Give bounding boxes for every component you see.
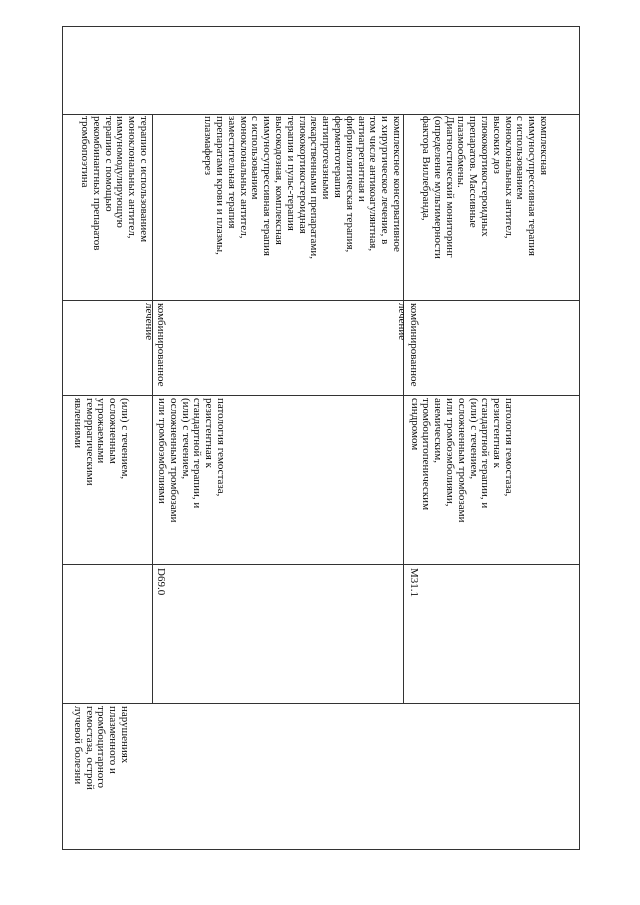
cell-line: антиагрегантная и: [355, 116, 368, 202]
cell-line: геморрагическими: [83, 398, 96, 486]
cell-line: осложненным тромбозами: [455, 398, 468, 523]
cell-row3-treatment: [395, 303, 419, 387]
cell-row3-code: [407, 568, 419, 597]
cell-line: резистентная к: [203, 398, 216, 468]
cell-line: комбинированное: [408, 303, 420, 387]
cell-line: резистентная к: [491, 398, 504, 468]
icd-code: D69.0: [155, 568, 167, 596]
cell-disease-group: [71, 706, 130, 790]
cell-line: и хирургическое лечение, в: [379, 116, 392, 245]
cell-line: синдромом: [408, 398, 421, 451]
cell-line: высокодозная, комплексная: [273, 116, 286, 245]
cell-line: препаратами крови и плазмы,: [214, 116, 227, 255]
cell-line: лучевой болезни: [71, 706, 84, 785]
cell-row2-method: [201, 116, 402, 259]
cell-line: (определение мультимерности: [431, 116, 444, 259]
cell-line: терапия и пульс-терапия: [284, 116, 297, 231]
cell-line: гемостаза, острой: [83, 706, 96, 790]
cell-line: антипротеазными: [320, 116, 333, 200]
cell-line: фибринолитическая терапия,: [343, 116, 356, 253]
cell-line: лекарственными препаратами,: [308, 116, 321, 259]
cell-line: высоких доз: [490, 116, 503, 174]
cell-line: Диагностический мониторинг: [443, 116, 456, 258]
cell-line: лечение: [396, 303, 409, 341]
cell-line: осложненным: [107, 398, 120, 464]
cell-line: с использованием: [514, 116, 527, 200]
cell-row1-method: [78, 116, 149, 250]
cell-line: тромбоцитопеническим: [420, 398, 433, 511]
cell-line: нарушениях: [119, 706, 131, 764]
cell-row2-model: [155, 398, 226, 522]
cell-line: иммуносупрессивная терапия: [261, 116, 274, 256]
cell-line: рекомбинантных препаратов: [90, 116, 103, 251]
cell-line: глюкокортикостероидных: [479, 116, 492, 237]
cell-line: тромбопоэтина: [79, 116, 92, 188]
cell-line: или тромбоэмболиями: [156, 398, 169, 504]
cell-line: явлениями: [71, 398, 84, 449]
cell-line: плазменного и: [107, 706, 120, 774]
cell-line: анемическим,: [432, 398, 445, 464]
cell-line: ферментотерапия: [332, 116, 345, 198]
cell-line: том числе антикоагулянтная,: [367, 116, 380, 252]
cell-line: патология гемостаза,: [503, 398, 515, 497]
cell-line: плазмаферез: [202, 116, 215, 176]
cell-line: осложненным тромбозами: [167, 398, 180, 523]
cell-line: моноклональных антител,: [126, 116, 139, 239]
cell-line: (или) с течением,: [119, 398, 131, 480]
cell-line: (или) с течением,: [467, 398, 480, 480]
cell-row2-code: [154, 568, 166, 595]
cell-line: моноклональных антител,: [237, 116, 250, 239]
cell-line: препаратов. Массивные: [467, 116, 480, 228]
cell-line: заместительная терапия: [225, 116, 238, 229]
cell-line: иммуносупрессивная терапия: [526, 116, 539, 256]
cell-line: комплексное консервативное: [391, 116, 403, 252]
cell-line: комплексная: [538, 116, 550, 176]
cell-row1-model: [71, 398, 130, 486]
cell-row3-model: [408, 398, 514, 522]
cell-line: стандартной терапии, и: [479, 398, 492, 509]
cell-line: патология гемостаза,: [215, 398, 227, 497]
cell-line: с использованием: [249, 116, 262, 200]
cell-line: угрожаемыми: [95, 398, 108, 464]
cell-line: лечение: [143, 303, 156, 341]
cell-line: стандартной терапии, и: [191, 398, 204, 509]
cell-line: иммуномодулирующую: [114, 116, 127, 228]
cell-line: плазмообмены.: [455, 116, 468, 188]
cell-row3-method: [419, 116, 549, 259]
cell-line: или тромбоэмболиями,: [444, 398, 457, 507]
cell-line: (или) с течением,: [179, 398, 192, 480]
cell-line: фактора Виллебранда,: [420, 116, 433, 221]
cell-row2-treatment: [142, 303, 166, 387]
cell-line: комбинированное: [155, 303, 167, 387]
cell-line: терапию с использованием: [138, 116, 150, 243]
cell-line: тромбоцитарного: [95, 706, 108, 789]
cell-line: моноклональных антител,: [502, 116, 515, 239]
cell-line: терапию с помощью: [102, 116, 115, 212]
icd-code: M31.1: [408, 568, 420, 598]
cell-line: глюкокортикостероидная: [296, 116, 309, 234]
